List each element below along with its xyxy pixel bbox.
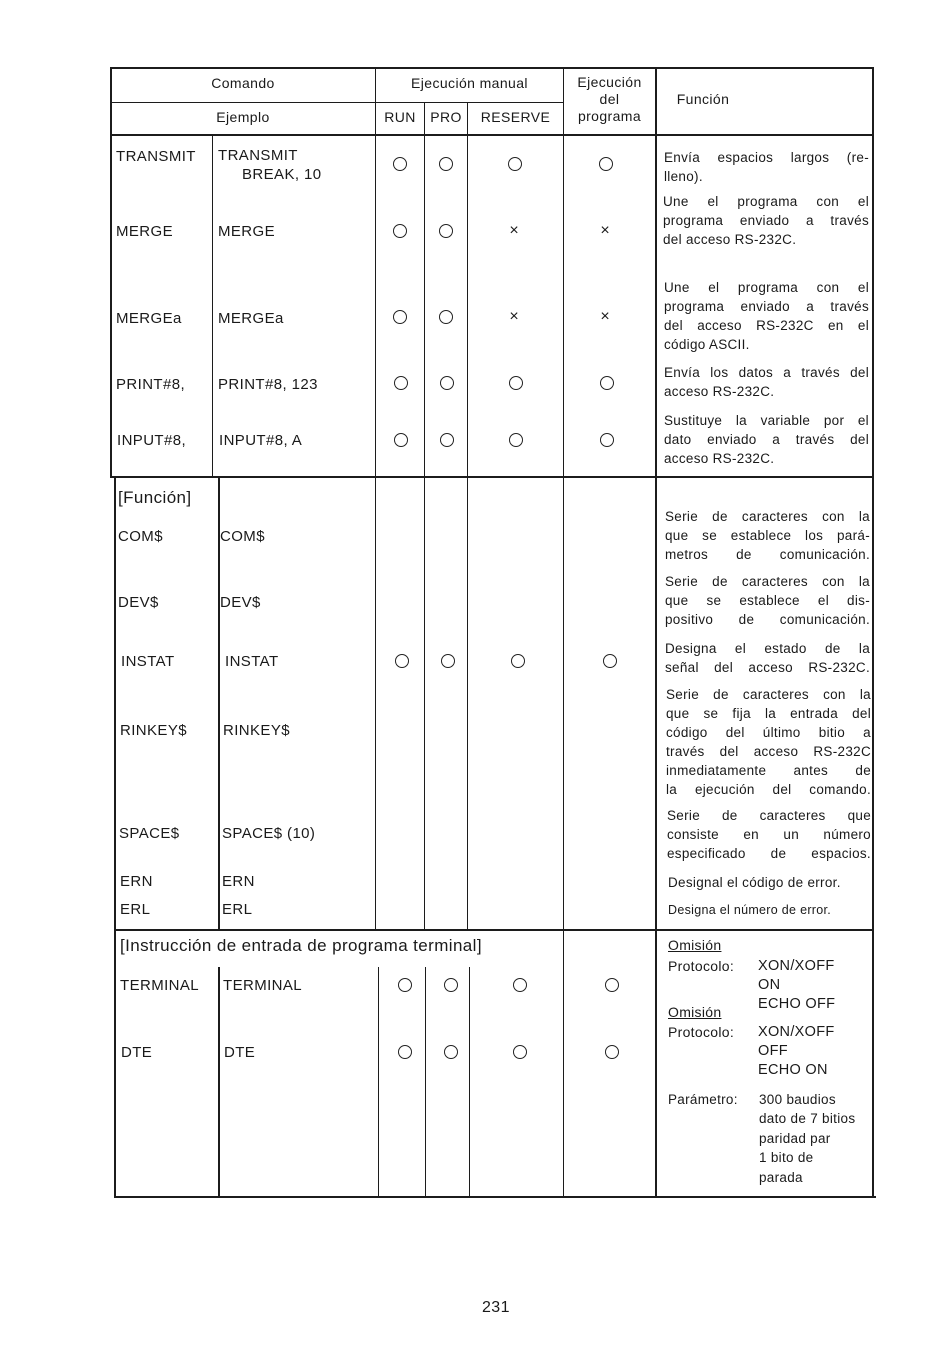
command-instat: INSTAT (121, 653, 175, 670)
example-dev: DEV$ (220, 594, 261, 611)
function-line: Designa el número de error. (668, 903, 832, 917)
reserve-circle-icon (509, 376, 523, 390)
function-line: del acceso RS-232C en el (664, 318, 869, 333)
pro-circle-icon (441, 654, 455, 668)
command-dev: DEV$ (118, 594, 159, 611)
protocol-value: ON (758, 977, 781, 993)
function-line: positivo de comunicación. (665, 612, 870, 627)
function-line: especificado de espacios. (667, 846, 871, 861)
parameter-value: paridad par (759, 1131, 831, 1146)
column-rule-run-terminal (378, 967, 379, 1197)
function-line: código del último bitio a (666, 725, 871, 740)
reserve-cross-icon: × (509, 222, 519, 239)
parameter-value: 1 bito de (759, 1150, 814, 1165)
program-cross-icon: × (600, 222, 610, 239)
function-line: inmediatamente antes de (666, 763, 871, 778)
column-rule-pro (424, 102, 425, 930)
function-line: dato enviado a través del (664, 432, 869, 447)
pro-circle-icon (439, 310, 453, 324)
table-border-right (872, 67, 874, 1198)
function-line: Designal el código de error. (668, 875, 841, 890)
example-merge: MERGE (218, 223, 276, 240)
run-circle-icon (394, 376, 408, 390)
command-dte: DTE (121, 1044, 153, 1061)
protocol-value: ECHO OFF (758, 996, 836, 1012)
program-circle-icon (600, 376, 614, 390)
table-border-left-lower (114, 477, 116, 1198)
program-circle-icon (599, 157, 613, 171)
protocol-value: XON/XOFF (758, 1024, 835, 1040)
column-rule-example (212, 136, 213, 477)
column-rule-function (655, 67, 657, 1198)
function-line: Serie de caracteres con la (666, 687, 871, 702)
run-circle-icon (398, 1045, 412, 1059)
command-print8: PRINT#8, (116, 376, 186, 393)
reserve-circle-icon (513, 1045, 527, 1059)
function-line: Serie de caracteres que (667, 808, 871, 823)
header-reserve: RESERVE (480, 109, 551, 125)
parameter-value: parada (759, 1170, 803, 1185)
function-line: que se establece los pará- (665, 528, 870, 543)
example-dte: DTE (224, 1044, 256, 1061)
section-heading-funcion: [Función] (118, 488, 192, 507)
function-line: Envía espacios largos (re- (664, 150, 869, 165)
function-line: lleno). (664, 169, 703, 184)
command-mergea: MERGEa (116, 310, 182, 327)
header-divider-inner (110, 102, 564, 103)
reserve-circle-icon (508, 157, 522, 171)
function-line: código ASCII. (664, 337, 750, 352)
run-circle-icon (395, 654, 409, 668)
column-rule-reserve (467, 102, 468, 930)
reserve-circle-icon (511, 654, 525, 668)
column-rule-run (375, 67, 376, 930)
pro-circle-icon (439, 224, 453, 238)
command-terminal: TERMINAL (120, 977, 200, 994)
example-erl: ERL (222, 901, 253, 918)
header-run: RUN (384, 109, 416, 125)
function-line: programa enviado a través (663, 213, 869, 228)
example-input8: INPUT#8, A (219, 432, 303, 449)
example-instat: INSTAT (225, 653, 279, 670)
command-merge: MERGE (116, 223, 174, 240)
function-line: metros de comunicación. (665, 547, 870, 562)
protocol-value: OFF (758, 1043, 788, 1059)
command-ern: ERN (120, 873, 153, 890)
header-pro: PRO (430, 109, 462, 125)
example-space: SPACE$ (10) (222, 825, 316, 842)
default-label: Omisión (668, 937, 722, 953)
protocol-value: ECHO ON (758, 1062, 828, 1078)
program-cross-icon: × (600, 308, 610, 325)
section-heading-terminal: [Instrucción de entrada de programa terminal] (120, 936, 482, 955)
function-line: señal del acceso RS-232C. (665, 660, 870, 675)
protocol-label: Protocolo: (668, 958, 735, 974)
page-number: 231 (482, 1299, 510, 1316)
function-line: que se fija la entrada del (666, 706, 871, 721)
header-function: Función (676, 91, 730, 107)
command-rinkey: RINKEY$ (120, 722, 187, 739)
section-divider-terminal (114, 929, 874, 931)
run-circle-icon (398, 978, 412, 992)
protocol-label: Protocolo: (668, 1024, 735, 1040)
function-line: Une el programa con el (663, 194, 869, 209)
example-print8: PRINT#8, 123 (218, 376, 318, 393)
header-program-execution-3: programa (577, 108, 642, 124)
example-transmit-1: TRANSMIT (218, 147, 298, 164)
example-mergea: MERGEa (218, 310, 284, 327)
pro-circle-icon (444, 978, 458, 992)
program-circle-icon (605, 978, 619, 992)
function-line: consiste en un número (667, 827, 871, 842)
run-circle-icon (393, 310, 407, 324)
parameter-value: 300 baudios (759, 1092, 836, 1107)
header-program-execution-1: Ejecución (577, 74, 642, 90)
column-rule-pro-terminal (425, 967, 426, 1197)
function-line: programa enviado a través (664, 299, 869, 314)
example-com: COM$ (220, 528, 265, 545)
program-circle-icon (603, 654, 617, 668)
header-example: Ejemplo (216, 109, 270, 125)
command-transmit: TRANSMIT (116, 148, 196, 165)
pro-circle-icon (439, 157, 453, 171)
header-divider-bottom (110, 134, 874, 136)
example-terminal: TERMINAL (223, 977, 303, 994)
function-line: Une el programa con el (664, 280, 869, 295)
table-border-left (110, 67, 112, 477)
function-line: que se establece el dis- (665, 593, 870, 608)
default-label: Omisión (668, 1004, 722, 1020)
header-manual-execution: Ejecución manual (411, 75, 528, 91)
run-circle-icon (394, 433, 408, 447)
command-input8: INPUT#8, (117, 432, 187, 449)
pro-circle-icon (440, 376, 454, 390)
function-line: través del acceso RS-232C (666, 744, 871, 759)
pro-circle-icon (440, 433, 454, 447)
example-ern: ERN (222, 873, 255, 890)
run-circle-icon (393, 224, 407, 238)
table-border-bottom (114, 1196, 876, 1198)
parameter-value: dato de 7 bitios (759, 1111, 856, 1126)
column-rule-reserve-terminal (469, 967, 470, 1197)
header-program-execution-2: del (599, 91, 620, 107)
reserve-cross-icon: × (509, 308, 519, 325)
command-erl: ERL (120, 901, 151, 918)
reserve-circle-icon (513, 978, 527, 992)
function-line: acceso RS-232C. (664, 384, 775, 399)
protocol-value: XON/XOFF (758, 958, 835, 974)
function-line: la ejecución del comando. (666, 782, 871, 797)
header-command: Comando (211, 75, 275, 91)
program-circle-icon (600, 433, 614, 447)
pro-circle-icon (444, 1045, 458, 1059)
parameter-label: Parámetro: (668, 1092, 738, 1107)
reserve-circle-icon (509, 433, 523, 447)
function-line: Designa el estado de la (665, 641, 870, 656)
function-line: Sustituye la variable por el (664, 413, 869, 428)
function-line: del acceso RS-232C. (663, 232, 797, 247)
section-divider-funcion (110, 476, 874, 478)
command-com: COM$ (118, 528, 163, 545)
run-circle-icon (393, 157, 407, 171)
column-rule-example-terminal (218, 967, 220, 1197)
command-space: SPACE$ (119, 825, 180, 842)
table-border-top (110, 67, 874, 69)
function-line: Serie de caracteres con la (665, 574, 870, 589)
function-line: Envía los datos a través del (664, 365, 869, 380)
function-line: Serie de caracteres con la (665, 509, 870, 524)
function-line: acceso RS-232C. (664, 451, 775, 466)
example-transmit-2: BREAK, 10 (242, 166, 322, 183)
column-rule-program (563, 67, 564, 1198)
program-circle-icon (605, 1045, 619, 1059)
example-rinkey: RINKEY$ (223, 722, 290, 739)
